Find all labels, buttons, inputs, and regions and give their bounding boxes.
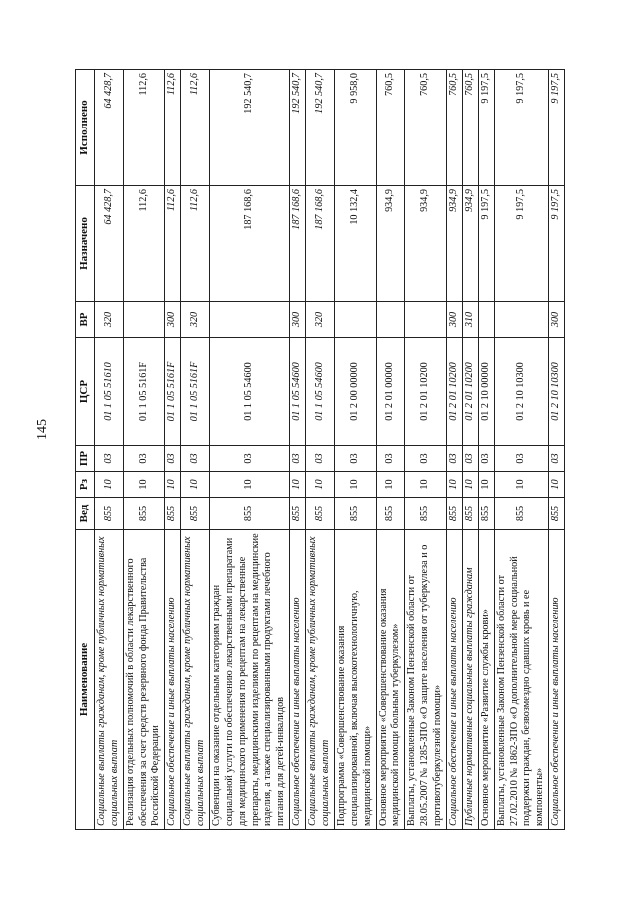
row-done: 760,5 [462,70,478,186]
row-name: Публичные нормативные социальные выплаты гражданам [462,530,478,830]
row-name: Выплаты, установленные Законом Пензенской области от 28.05.2007 № 1285-ЗПО «О защите населения от туберкулеза и о противотуберкулезной помощи» [405,530,447,830]
row-assigned: 112,6 [123,186,165,302]
rotated-table-wrapper [75,70,565,830]
row-csr: 01 2 00 00000 [334,338,376,446]
table-body [95,70,565,830]
row-ved: 855 [405,498,447,530]
table-row [290,70,306,830]
row-vr [405,302,447,338]
row-done: 192 540,7 [290,70,306,186]
row-assigned: 934,9 [376,186,405,302]
row-rz: 10 [165,472,181,498]
header-name: Наименование [76,530,95,830]
table-row [181,70,210,830]
row-rz: 10 [95,472,124,498]
row-pr: 03 [181,446,210,472]
row-pr: 03 [376,446,405,472]
row-ved: 855 [462,498,478,530]
table-row [334,70,376,830]
row-rz: 10 [334,472,376,498]
row-ved: 855 [95,498,124,530]
row-assigned: 934,9 [462,186,478,302]
page-number: 145 [35,419,50,440]
row-done: 9 197,5 [478,70,494,186]
row-vr [334,302,376,338]
row-rz: 10 [376,472,405,498]
row-assigned: 187 168,6 [290,186,306,302]
row-rz: 10 [123,472,165,498]
row-csr: 01 1 05 5161F [165,338,181,446]
row-name: Социальные выплаты гражданам, кроме публичных нормативных социальных выплат [181,530,210,830]
row-pr: 03 [405,446,447,472]
header-csr: ЦСР [76,338,95,446]
row-rz: 10 [462,472,478,498]
row-ved: 855 [334,498,376,530]
row-name: Социальное обеспечение и иные выплаты населению [549,530,565,830]
row-csr: 01 1 05 54600 [306,338,335,446]
row-rz: 10 [306,472,335,498]
table-row [549,70,565,830]
row-csr: 01 2 10 10300 [549,338,565,446]
row-csr: 01 1 05 51610 [95,338,124,446]
row-name: Основное мероприятие «Совершенствование оказания медицинской помощи больным туберкулезом» [376,530,405,830]
row-pr: 03 [494,446,548,472]
row-done: 112,6 [181,70,210,186]
row-assigned: 9 197,5 [494,186,548,302]
row-done: 112,6 [123,70,165,186]
row-done: 112,6 [165,70,181,186]
row-csr: 01 1 05 54600 [210,338,290,446]
header-vr: ВР [76,302,95,338]
row-vr [123,302,165,338]
row-vr: 320 [306,302,335,338]
table-row [95,70,124,830]
row-ved: 855 [181,498,210,530]
row-assigned: 10 132,4 [334,186,376,302]
row-rz: 10 [478,472,494,498]
row-csr: 01 1 05 5161F [181,338,210,446]
row-assigned: 9 197,5 [478,186,494,302]
row-csr: 01 2 01 10200 [446,338,462,446]
table-row [462,70,478,830]
row-assigned: 934,9 [446,186,462,302]
row-rz: 10 [446,472,462,498]
table-row [306,70,335,830]
row-vr [478,302,494,338]
header-pr: ПР [76,446,95,472]
row-pr: 03 [478,446,494,472]
table-row [446,70,462,830]
row-name: Реализация отдельных полномочий в области лекарственного обеспечения за счет средств резервного фонда Правительства Российской Федерации [123,530,165,830]
row-ved: 855 [306,498,335,530]
row-csr: 01 1 05 54600 [290,338,306,446]
table-row [376,70,405,830]
row-ved: 855 [165,498,181,530]
header-rz: Рз [76,472,95,498]
row-rz: 10 [290,472,306,498]
row-assigned: 112,6 [181,186,210,302]
table-row [494,70,548,830]
row-ved: 855 [210,498,290,530]
row-done: 760,5 [376,70,405,186]
row-vr [210,302,290,338]
row-csr: 01 2 10 10300 [494,338,548,446]
row-ved: 855 [478,498,494,530]
row-csr: 01 2 01 00000 [376,338,405,446]
row-done: 760,5 [405,70,447,186]
row-assigned: 9 197,5 [549,186,565,302]
table-row [478,70,494,830]
row-done: 760,5 [446,70,462,186]
row-csr: 01 1 05 5161F [123,338,165,446]
table-header-row [76,70,95,830]
row-pr: 03 [95,446,124,472]
row-name: Подпрограмма «Совершенствование оказания специализированной, включая высокотехнологичную, медицинской помощи» [334,530,376,830]
row-name: Социальное обеспечение и иные выплаты населению [446,530,462,830]
row-pr: 03 [306,446,335,472]
row-pr: 03 [549,446,565,472]
row-vr [494,302,548,338]
row-assigned: 187 168,6 [306,186,335,302]
row-pr: 03 [123,446,165,472]
row-done: 9 197,5 [494,70,548,186]
row-ved: 855 [123,498,165,530]
row-vr: 310 [462,302,478,338]
row-vr: 300 [549,302,565,338]
row-assigned: 187 168,6 [210,186,290,302]
row-pr: 03 [446,446,462,472]
row-csr: 01 2 10 00000 [478,338,494,446]
row-vr [376,302,405,338]
header-ved: Вед [76,498,95,530]
row-done: 192 540,7 [210,70,290,186]
row-csr: 01 2 01 10200 [462,338,478,446]
row-ved: 855 [376,498,405,530]
row-vr: 300 [290,302,306,338]
row-vr: 300 [165,302,181,338]
row-name: Социальные выплаты гражданам, кроме публичных нормативных социальных выплат [306,530,335,830]
row-assigned: 64 428,7 [95,186,124,302]
row-rz: 10 [181,472,210,498]
row-done: 9 958,0 [334,70,376,186]
row-csr: 01 2 01 10200 [405,338,447,446]
row-pr: 03 [334,446,376,472]
row-pr: 03 [165,446,181,472]
row-assigned: 112,6 [165,186,181,302]
row-done: 64 428,7 [95,70,124,186]
row-assigned: 934,9 [405,186,447,302]
row-pr: 03 [290,446,306,472]
row-ved: 855 [446,498,462,530]
row-rz: 10 [549,472,565,498]
row-rz: 10 [210,472,290,498]
row-pr: 03 [462,446,478,472]
row-vr: 320 [181,302,210,338]
row-rz: 10 [494,472,548,498]
row-name: Выплаты, установленные Законом Пензенской области от 27.02.2010 № 1862-ЗПО «О дополнительной мере социальной поддержки граждан, безвозмездно сдавших кровь и ее компоненты» [494,530,548,830]
row-vr: 300 [446,302,462,338]
row-ved: 855 [290,498,306,530]
row-name: Социальные выплаты гражданам, кроме публичных нормативных социальных выплат [95,530,124,830]
row-ved: 855 [494,498,548,530]
table-row [165,70,181,830]
row-name: Основное мероприятие «Развитие службы крови» [478,530,494,830]
header-done: Исполнено [76,70,95,186]
header-assigned: Назначено [76,186,95,302]
row-rz: 10 [405,472,447,498]
table-row [405,70,447,830]
row-ved: 855 [549,498,565,530]
row-name: Субвенции на оказание отдельным категориям граждан социальной услуги по обеспечению лекарственными препаратами для медицинского применения по рецептам на лекарственные препараты, медицинскими изделиями по рецептам на медицинские изделия, а также специализированными продуктами лечебного питания для детей-инвалидов [210,530,290,830]
row-pr: 03 [210,446,290,472]
table-row [210,70,290,830]
budget-table [75,69,565,830]
table-row [123,70,165,830]
row-name: Социальное обеспечение и иные выплаты населению [165,530,181,830]
row-name: Социальное обеспечение и иные выплаты населению [290,530,306,830]
row-vr: 320 [95,302,124,338]
row-done: 192 540,7 [306,70,335,186]
row-done: 9 197,5 [549,70,565,186]
